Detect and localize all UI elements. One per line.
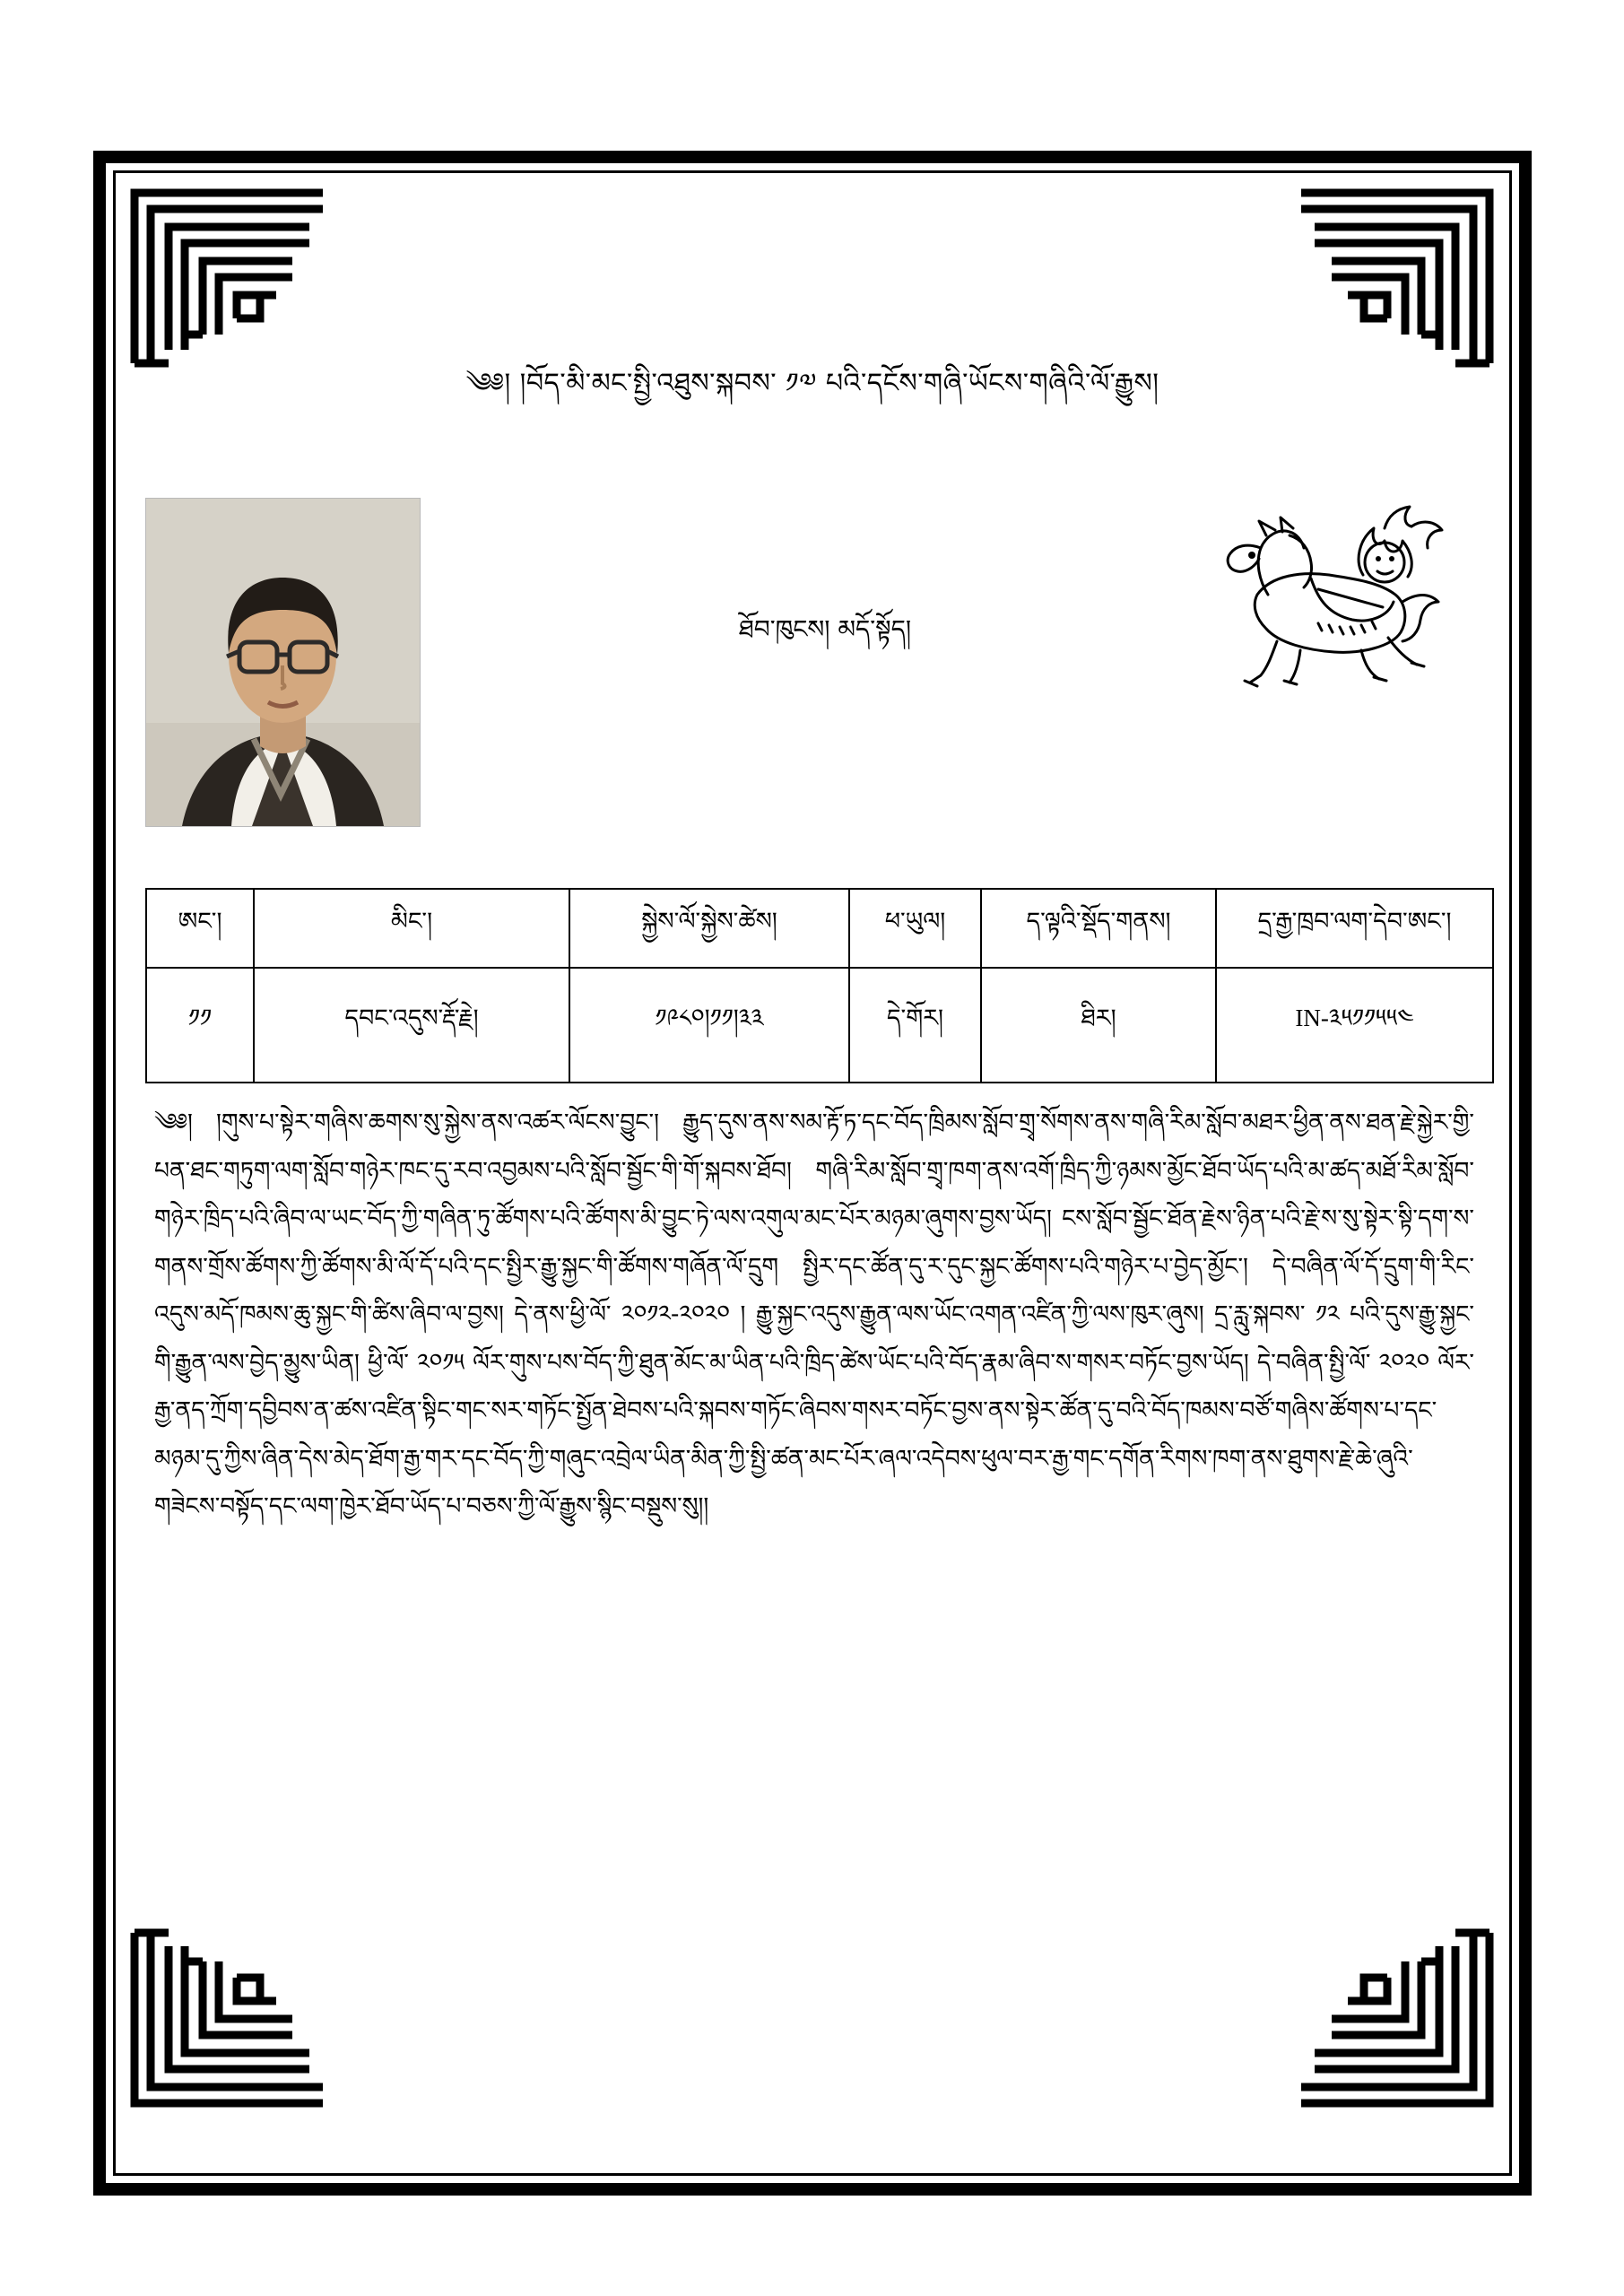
- portrait-photo: [145, 498, 421, 827]
- biography-paragraph: ༄༅། །གུས་པ་སྟེར་གཞིས་ཆགས་སུ་སྐྱེས་ནས་འཚར་ལོངས་བྱུང་། རྒྱུད་དུས་ནས་སམ་རྟོ་ཏ་དང་བོད་ཁྲིམས་སློབ་གྲྭ་སོགས་ནས་གཞི་རིམ་སློབ་མཐར་ཕྱིན་ནས་ཐན་རྗེ་སྐྱེར་གྱི་པན་ཐང་གཏུག་ལག་སློབ་གཉེར་ཁང་དུ་རབ་འབྱམས་པའི་སློབ་སྦྱོང་གི་གོ་སྐབས་ཐོབ། གཞི་རིམ་སློབ་གྲྭ་ཁག་ནས་འགོ་ཁྲིད་ཀྱི་ཉམས་མྱོང་ཐོབ་ཡོད་པའི་མ་ཚད་མཐོ་རིམ་སློབ་གཉེར་ཁྲིད་པའི་ཞིབ་ལ་ཡང་བོད་ཀྱི་གཞིན་ཏུ་ཚོགས་པའི་ཚོགས་མི་བྱུང་ཏེ་ལས་འགུལ་མང་པོར་མཉམ་ཞུགས་བྱས་ཡོད། ངས་སློབ་སྦྱོང་ཐོན་རྗེས་ཉིན་པའི་རྗེ་ས་སུ་སྟེར་སྟི་དག་ས་གནས་གྲོས་ཚོགས་ཀྱི་ཚོགས་མི་ལོ་དོ་པའི་དང་སྤྱིར་རྒྱུ་སྐྱང་གི་ཚོགས་གཞོན་ལོ་དྲུག སྤྱིར་དང་ཚོན་དུ་ར་དུང་སྐྱང་ཚོགས་པའི་གཉེར་པ་བྱེད་མྱོང་། དེ་བཞིན་ལོ་དོ་དྲུག་གི་རིང་འདུས་མདོ་ཁམས་ཆུ་སྐྱང་གི་ཚིས་ཞིབ་ལ་བྱས། དེ་ནས་ཕྱི་ལོ་ ༢༠༡༢-༢༠༢༠ ། རྒྱུ་སྐྱང་འདུས་རྒྱུན་ལས་ཡོང་འགན་འཛིན་ཀྱི་ལས་ཁུར་ཞུས། དྲ་རླུ་སྐབས་ ༡༢ པའི་དུས་རྒྱུ་སྐྱང་གི་རྒྱུན་ལས་བྱེད་མྱུས་ཡིན། ཕྱི་ལོ་ ༢༠༡༥ ལོར་གུས་པས་བོད་ཀྱི་ཐུན་མོང་མ་ཡིན་པའི་ཁྲིད་ཚེས་ཡོང་པའི་བོད་རྣམ་ཞིབ་ས་གསར་བཏོང་བྱས་ཡོད། དེ་བཞིན་སྤྱི་ལོ་ ༢༠༢༠ ལོར་རྒྱ་ནད་ཀྲོག་དབྱིབས་ན་ཚས་འཛིན་སྟིང་གང་སར་གཏོང་སྤྱོན་ཐེབས་པའི་སྐབས་གཏོང་ཞིབས་གསར་བཏོང་བྱས་ནས་སྟེར་ཚོན་དུ་བའི་བོད་ཁམས་བཙོ་གཞིས་ཚོགས་པ་དང་མཉམ་དུ་ཀྱིས་ཞིན་དེས་མེད་ཐོག་རྒྱ་གར་དང་བོད་ཀྱི་གཞུང་འབྲེལ་ཡིན་མིན་ཀྱི་སྤྱི་ཚན་མང་པོར་ཞལ་འདེབས་ཕུལ་བར་རྒྱ་གང་དགོན་རིགས་ཁག་ནས་ཐུགས་རྗེ་ཆེ་ཞུའི་གཟེངས་བསྟོད་དང་ལག་ཁྱེར་ཐོབ་ཡོད་པ་བཅས་ཀྱི་ལོ་རྒྱུས་སྙིང་བསྡུས་སུ།།: [154, 1109, 1474, 1521]
- column-header-name: མིང་།: [254, 889, 569, 968]
- certificate-content: [135, 193, 1490, 2153]
- table-row: [146, 968, 1493, 1083]
- column-header-residence: ད་ལྟའི་སྡོད་གནས།: [981, 889, 1216, 968]
- cell-no: ༡༡: [146, 968, 254, 1083]
- table-header-row: [146, 889, 1493, 968]
- wind-horse-emblem: [1203, 489, 1463, 695]
- document-title: ༄༅། །བོད་མི་མང་སྤྱི་འཐུས་སྐབས་ ༡༧ པའི་དངོས་གཞི་ཡོངས་གཞིའི་ལོ་རྒྱུས།: [465, 368, 1159, 399]
- subject-label: ཐོབ་ཁུངས། མདོ་སྟོད།: [738, 614, 912, 644]
- column-header-birth: སྐྱེས་ལོ་སྐྱེས་ཚེས།: [569, 889, 849, 968]
- cell-id: IN-༣༥༡༡༥༥༤: [1216, 968, 1493, 1083]
- member-info-table: [145, 888, 1494, 1083]
- cell-homeland: དེ་གོར།: [849, 968, 981, 1083]
- cell-name: དབང་འདུས་རྡོ་རྗེ།: [254, 968, 569, 1083]
- column-header-id: དྲ་རྒྱ་ཁྲབ་ལག་དེབ་ཨང་།: [1216, 889, 1493, 968]
- biography-text: [154, 1099, 1474, 1531]
- column-header-no: ཨང་།: [146, 889, 254, 968]
- column-header-homeland: ཕ་ཡུལ།: [849, 889, 981, 968]
- cell-birth: ༡༩༨༠།༡༡།༣༣: [569, 968, 849, 1083]
- cell-residence: ཐིར།: [981, 968, 1216, 1083]
